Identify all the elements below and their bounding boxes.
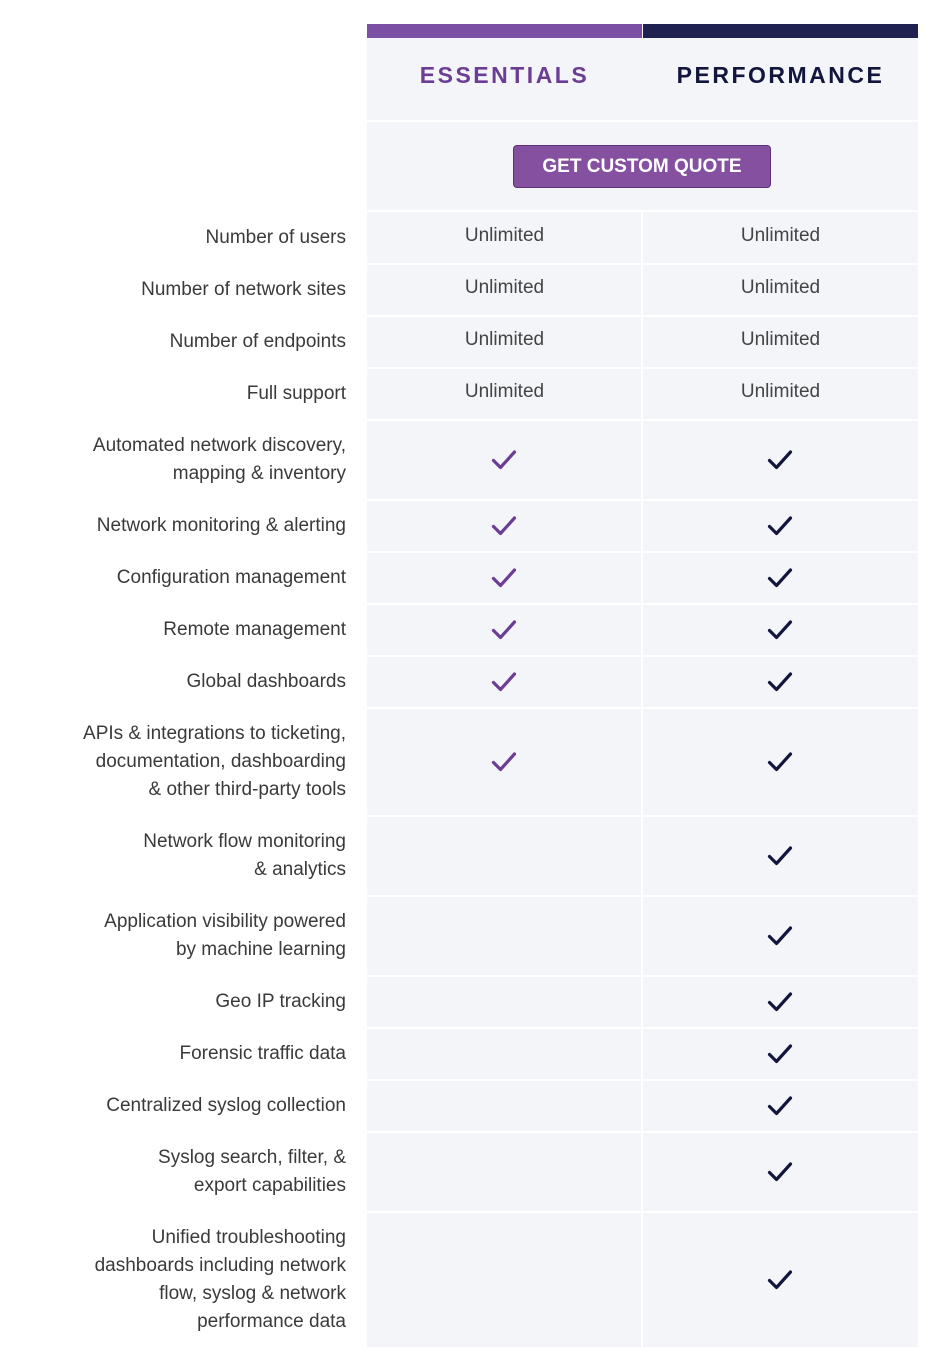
row-divider (367, 895, 918, 897)
check-icon (767, 449, 793, 471)
feature-label-line: performance data (197, 1311, 346, 1332)
feature-label-line: dashboards including network (94, 1255, 346, 1276)
row-divider (367, 707, 918, 709)
feature-label-line: Number of endpoints (169, 331, 346, 352)
check-icon (767, 1043, 793, 1065)
feature-label (26, 720, 346, 804)
feature-label-line: Network monitoring & alerting (96, 515, 346, 536)
feature-label-line: Forensic traffic data (179, 1043, 346, 1064)
check-icon (491, 515, 517, 537)
value-performance: Unlimited (740, 277, 821, 298)
feature-label-line: Syslog search, filter, & (158, 1147, 346, 1168)
check-icon (491, 449, 517, 471)
feature-label-line: Automated network discovery, (92, 435, 346, 456)
feature-label-line: documentation, dashboarding (95, 751, 346, 772)
feature-label (26, 380, 346, 408)
check-icon (767, 991, 793, 1013)
check-icon (491, 619, 517, 641)
get-custom-quote-button[interactable]: GET CUSTOM QUOTE (513, 145, 771, 188)
feature-label (26, 1092, 346, 1120)
feature-label (26, 828, 346, 884)
feature-label-line: & analytics (254, 859, 346, 880)
value-essentials: Unlimited (464, 277, 545, 298)
feature-label (26, 564, 346, 592)
feature-label-line: APIs & integrations to ticketing, (83, 723, 346, 744)
feature-label (26, 512, 346, 540)
feature-label-line: Configuration management (116, 567, 346, 588)
check-icon (767, 845, 793, 867)
feature-label-line: Unified troubleshooting (151, 1227, 346, 1248)
row-divider (367, 551, 918, 553)
value-essentials: Unlimited (464, 329, 545, 350)
feature-label (26, 328, 346, 356)
check-icon (767, 567, 793, 589)
feature-label (26, 616, 346, 644)
feature-label-line: flow, syslog & network (159, 1283, 346, 1304)
feature-label-line: Number of users (205, 227, 346, 248)
feature-label (26, 908, 346, 964)
feature-label-line: Geo IP tracking (215, 991, 346, 1012)
row-divider (367, 419, 918, 421)
value-performance: Unlimited (740, 381, 821, 402)
row-divider (367, 499, 918, 501)
plan-name-performance: PERFORMANCE (676, 62, 885, 88)
check-icon (491, 671, 517, 693)
feature-label (26, 224, 346, 252)
check-icon (767, 671, 793, 693)
feature-label (26, 1040, 346, 1068)
row-divider (367, 815, 918, 817)
row-divider (367, 1131, 918, 1133)
feature-label (26, 668, 346, 696)
essentials-header-bar (367, 24, 642, 38)
check-icon (491, 567, 517, 589)
check-icon (767, 515, 793, 537)
row-divider (367, 367, 918, 369)
header-divider (367, 120, 918, 122)
feature-label-line: Network flow monitoring (143, 831, 346, 852)
row-divider (367, 603, 918, 605)
performance-header-bar (643, 24, 918, 38)
value-essentials: Unlimited (464, 225, 545, 246)
value-essentials: Unlimited (464, 381, 545, 402)
feature-label-line: mapping & inventory (172, 463, 346, 484)
row-divider (367, 655, 918, 657)
check-icon (767, 925, 793, 947)
feature-label (26, 1224, 346, 1336)
check-icon (491, 751, 517, 773)
feature-label-line: by machine learning (175, 939, 346, 960)
row-divider (367, 1027, 918, 1029)
feature-label-line: Centralized syslog collection (106, 1095, 346, 1116)
plan-name-essentials: ESSENTIALS (419, 62, 590, 88)
feature-label (26, 1144, 346, 1200)
row-divider (367, 975, 918, 977)
feature-label-line: Number of network sites (141, 279, 346, 300)
check-icon (767, 1161, 793, 1183)
value-performance: Unlimited (740, 329, 821, 350)
feature-label-line: export capabilities (193, 1175, 346, 1196)
check-icon (767, 1269, 793, 1291)
feature-label (26, 988, 346, 1016)
row-divider (367, 315, 918, 317)
feature-label-line: Global dashboards (186, 671, 346, 692)
feature-label-line: Application visibility powered (104, 911, 346, 932)
value-performance: Unlimited (740, 225, 821, 246)
feature-label (26, 276, 346, 304)
check-icon (767, 751, 793, 773)
row-divider (367, 1079, 918, 1081)
feature-label (26, 432, 346, 488)
feature-label-line: Full support (246, 383, 346, 404)
check-icon (767, 1095, 793, 1117)
feature-label-line: & other third-party tools (148, 779, 346, 800)
check-icon (767, 619, 793, 641)
row-divider (367, 1211, 918, 1213)
feature-label-line: Remote management (163, 619, 346, 640)
row-divider (367, 263, 918, 265)
